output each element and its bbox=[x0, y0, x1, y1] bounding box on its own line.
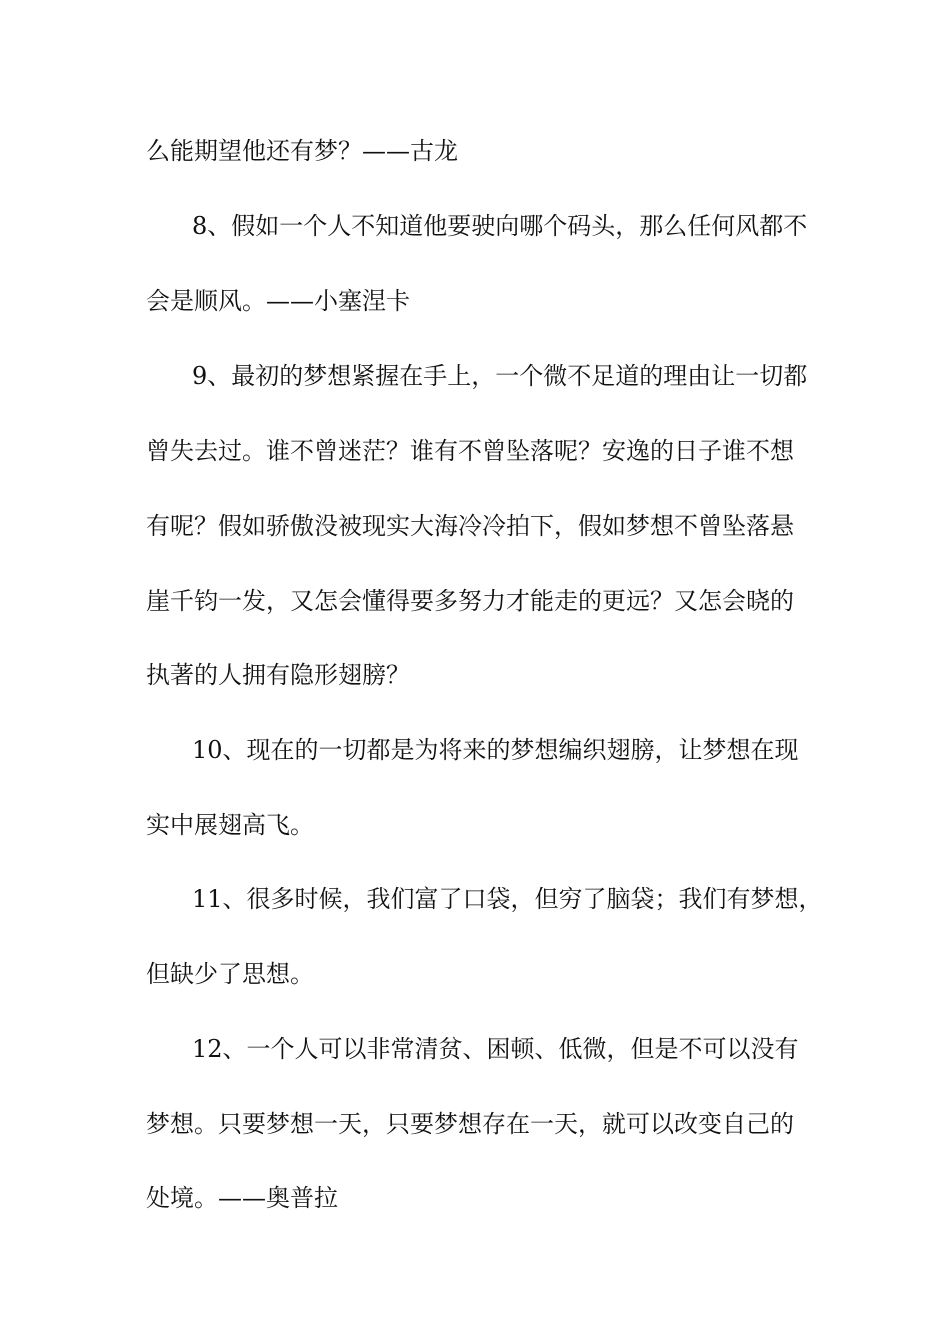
text-line: 处境。——奥普拉 bbox=[146, 1184, 338, 1212]
quote-11-line: 11、很多时候，我们富了口袋，但穷了脑袋；我们有梦想， bbox=[192, 885, 823, 913]
text-line: 崖千钧一发，又怎会懂得要多努力才能走的更远？又怎会晓的 bbox=[146, 587, 794, 615]
text-line: 执著的人拥有隐形翅膀？ bbox=[146, 661, 410, 689]
quote-8-line: 8、假如一个人不知道他要驶向哪个码头，那么任何风都不 bbox=[192, 212, 808, 240]
text-line: 曾失去过。谁不曾迷茫？谁有不曾坠落呢？安逸的日子谁不想 bbox=[146, 437, 794, 465]
quote-9-line: 9、最初的梦想紧握在手上，一个微不足道的理由让一切都 bbox=[192, 362, 808, 390]
text-line: 会是顺风。——小塞涅卡 bbox=[146, 287, 410, 315]
text-line: 但缺少了思想。 bbox=[146, 960, 314, 988]
text-line: 梦想。只要梦想一天，只要梦想存在一天，就可以改变自己的 bbox=[146, 1110, 794, 1138]
quote-12-line: 12、一个人可以非常清贫、困顿、低微，但是不可以没有 bbox=[192, 1035, 799, 1063]
text-line: 实中展翅高飞。 bbox=[146, 811, 314, 839]
text-line: 么能期望他还有梦？——古龙 bbox=[146, 137, 458, 165]
quote-10-line: 10、现在的一切都是为将来的梦想编织翅膀，让梦想在现 bbox=[192, 736, 799, 764]
text-line: 有呢？假如骄傲没被现实大海冷冷拍下，假如梦想不曾坠落悬 bbox=[146, 512, 794, 540]
